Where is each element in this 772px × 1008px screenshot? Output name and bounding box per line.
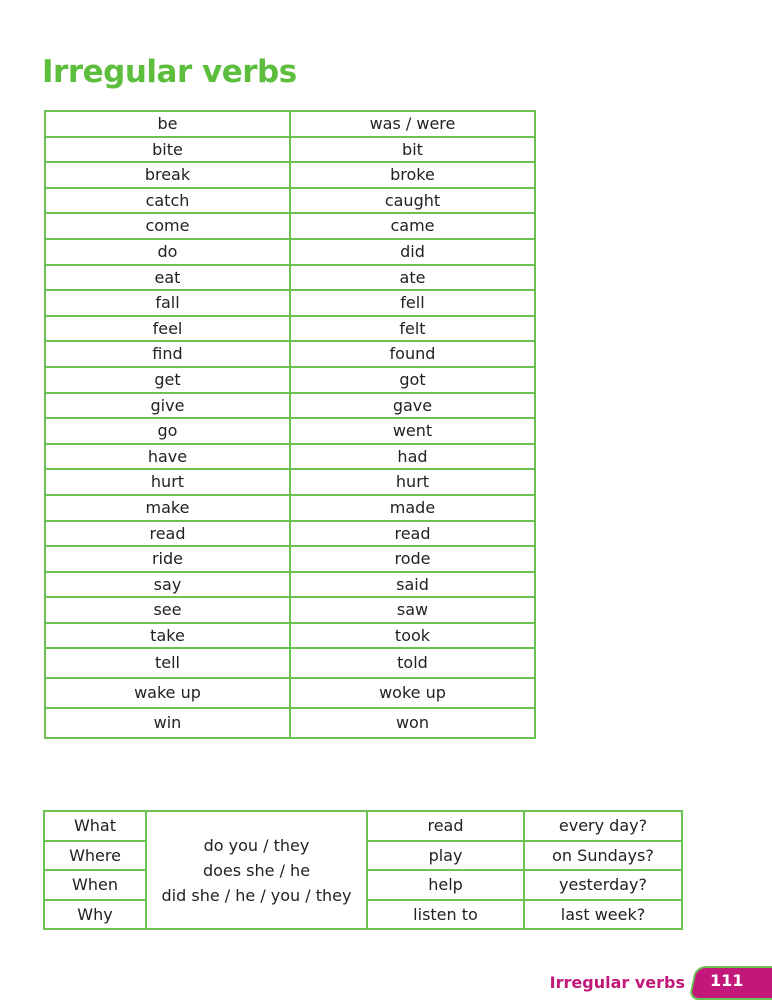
time-cell: last week? — [524, 900, 682, 930]
table-row — [45, 162, 535, 188]
verb-cell: play — [367, 841, 524, 871]
page-number: 111 — [710, 971, 744, 990]
question-word: What — [44, 811, 146, 841]
table-row — [45, 546, 535, 572]
base-form-cell: see — [45, 597, 290, 623]
past-form-cell: got — [290, 367, 535, 393]
past-form-cell: fell — [290, 290, 535, 316]
past-form-cell: came — [290, 213, 535, 239]
base-form-cell: bite — [45, 137, 290, 163]
past-form-cell: told — [290, 648, 535, 678]
table-row — [44, 811, 682, 841]
table-row — [45, 678, 535, 708]
table-row — [45, 367, 535, 393]
base-form-cell: do — [45, 239, 290, 265]
time-cell: every day? — [524, 811, 682, 841]
base-form-cell: make — [45, 495, 290, 521]
table-row — [45, 521, 535, 547]
base-form-cell: be — [45, 111, 290, 137]
past-form-cell: broke — [290, 162, 535, 188]
base-form-cell: eat — [45, 265, 290, 291]
table-row — [45, 572, 535, 598]
table-row — [45, 495, 535, 521]
table-row — [45, 290, 535, 316]
past-form-cell: had — [290, 444, 535, 470]
base-form-cell: go — [45, 418, 290, 444]
table-row — [45, 265, 535, 291]
base-form-cell: feel — [45, 316, 290, 342]
past-form-cell: rode — [290, 546, 535, 572]
table-row — [45, 188, 535, 214]
question-word: Why — [44, 900, 146, 930]
verb-cell: help — [367, 870, 524, 900]
base-form-cell: ride — [45, 546, 290, 572]
base-form-cell: come — [45, 213, 290, 239]
table-row — [45, 316, 535, 342]
table-row — [45, 341, 535, 367]
table-row — [45, 648, 535, 678]
base-form-cell: catch — [45, 188, 290, 214]
question-table — [43, 810, 683, 930]
table-row — [45, 708, 535, 738]
question-word: Where — [44, 841, 146, 871]
past-form-cell: did — [290, 239, 535, 265]
table-row — [45, 393, 535, 419]
question-word: When — [44, 870, 146, 900]
past-form-cell: felt — [290, 316, 535, 342]
base-form-cell: get — [45, 367, 290, 393]
verb-cell: read — [367, 811, 524, 841]
subject-cell — [146, 811, 367, 929]
verb-cell: listen to — [367, 900, 524, 930]
table-row — [45, 444, 535, 470]
past-form-cell: said — [290, 572, 535, 598]
subject-line: did she / he / you / they — [161, 885, 352, 905]
time-cell: yesterday? — [524, 870, 682, 900]
base-form-cell: win — [45, 708, 290, 738]
base-form-cell: give — [45, 393, 290, 419]
base-form-cell: break — [45, 162, 290, 188]
page-title: Irregular verbs — [42, 54, 297, 90]
subject-line: do you / they — [203, 835, 310, 855]
base-form-cell: wake up — [45, 678, 290, 708]
past-form-cell: gave — [290, 393, 535, 419]
subject-line: does she / he — [202, 860, 311, 880]
base-form-cell: take — [45, 623, 290, 649]
base-form-cell: hurt — [45, 469, 290, 495]
past-form-cell: caught — [290, 188, 535, 214]
base-form-cell: find — [45, 341, 290, 367]
base-form-cell: read — [45, 521, 290, 547]
table-row — [45, 418, 535, 444]
past-form-cell: went — [290, 418, 535, 444]
past-form-cell: took — [290, 623, 535, 649]
table-row — [45, 469, 535, 495]
past-form-cell: found — [290, 341, 535, 367]
table-row — [45, 137, 535, 163]
table-row — [45, 597, 535, 623]
table-row — [45, 623, 535, 649]
past-form-cell: woke up — [290, 678, 535, 708]
past-form-cell: made — [290, 495, 535, 521]
past-form-cell: ate — [290, 265, 535, 291]
table-row — [45, 213, 535, 239]
time-cell: on Sundays? — [524, 841, 682, 871]
table-row — [45, 239, 535, 265]
irregular-verbs-table — [44, 110, 536, 739]
past-form-cell: won — [290, 708, 535, 738]
past-form-cell: hurt — [290, 469, 535, 495]
base-form-cell: say — [45, 572, 290, 598]
past-form-cell: saw — [290, 597, 535, 623]
footer-section-label: Irregular verbs — [549, 973, 685, 992]
base-form-cell: tell — [45, 648, 290, 678]
past-form-cell: was / were — [290, 111, 535, 137]
base-form-cell: fall — [45, 290, 290, 316]
base-form-cell: have — [45, 444, 290, 470]
past-form-cell: bit — [290, 137, 535, 163]
past-form-cell: read — [290, 521, 535, 547]
table-row — [45, 111, 535, 137]
